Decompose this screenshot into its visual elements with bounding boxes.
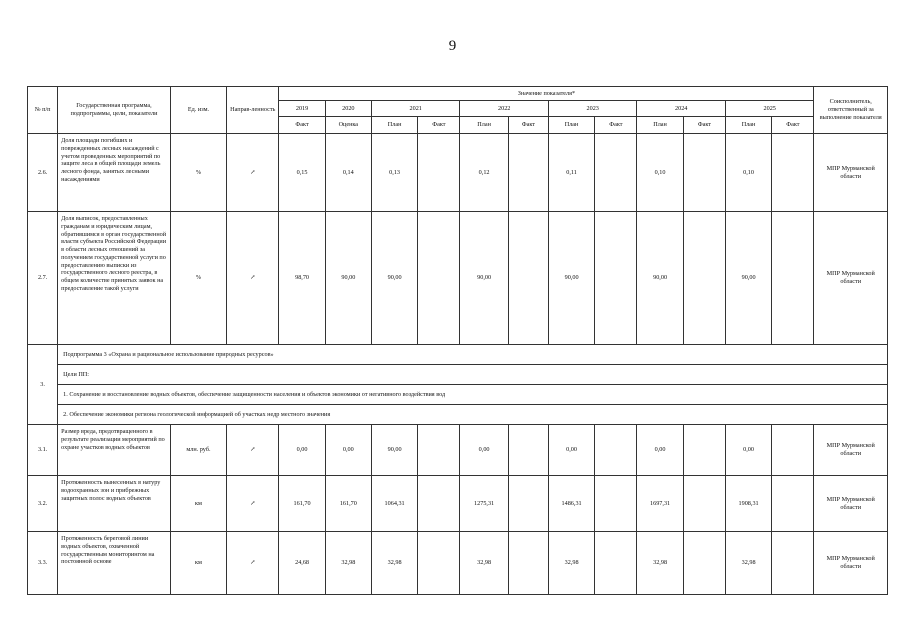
subprogram-title: Подпрограмма 3 «Охрана и рациональное использование природных ресурсов» [58,345,888,365]
cell-value: 32,98 [637,532,683,595]
cell-value [683,532,725,595]
cell-value [418,476,460,532]
cell-value [595,212,637,345]
cell-value: 1486,31 [548,476,594,532]
row-unit: % [170,212,226,345]
table-row [28,134,888,212]
section-row [28,345,888,365]
header-row-top [28,87,888,101]
row-executor: МПР Мурманской области [814,425,888,476]
cell-value [772,532,814,595]
cell-value [418,212,460,345]
goal-2: 2. Обеспечение экономики региона геологической информацией об участках недр местного значения [58,405,888,425]
row-num: 3.2. [28,476,58,532]
cell-value [595,425,637,476]
cell-value: 0,00 [325,425,371,476]
cell-value: 1697,31 [637,476,683,532]
row-name: Доля выписок, предоставленных гражданам и юридическим лицам, обратившимся в орган государственной власти субъекта Российской Федерации в области лесных отношений за получением государственной услуги по предоставлению выписки из государственного лесного реестра, в общем количестве принятых заявок на предоставление такой услуги [58,212,171,345]
cell-value: 90,00 [725,212,771,345]
cell-value [683,134,725,212]
cell-value [508,212,548,345]
row-num: 3.3. [28,532,58,595]
cell-value [683,425,725,476]
row-unit: км [170,476,226,532]
cell-value: 0,10 [637,134,683,212]
sub-fact: Факт [508,117,548,134]
sub-fact: Факт [595,117,637,134]
cell-value: 0,12 [460,134,508,212]
cell-value: 161,70 [279,476,325,532]
year-2021: 2021 [371,101,460,117]
row-num: 3.1. [28,425,58,476]
cell-value: 0,14 [325,134,371,212]
table-row [28,532,888,595]
cell-value: 90,00 [460,212,508,345]
row-unit: км [170,532,226,595]
goals-label: Цели ПП: [58,365,888,385]
section-row [28,365,888,385]
cell-value [772,476,814,532]
cell-value [595,532,637,595]
row-direction: ↗ [227,212,279,345]
row-name: Протяженность вынесенных в натуру водоохранных зон и прибрежных защитных полос водных объектов [58,476,171,532]
sub-plan: План [460,117,508,134]
cell-value [595,134,637,212]
cell-value: 0,11 [548,134,594,212]
cell-value: 161,70 [325,476,371,532]
cell-value [683,212,725,345]
row-direction: ↗ [227,476,279,532]
section-num: 3. [28,345,58,425]
row-executor: МПР Мурманской области [814,212,888,345]
cell-value: 1064,31 [371,476,417,532]
header-num: № п/п [28,87,58,134]
table-row [28,425,888,476]
year-2025: 2025 [725,101,814,117]
year-2022: 2022 [460,101,548,117]
sub-plan: План [548,117,594,134]
cell-value [772,212,814,345]
cell-value: 0,00 [279,425,325,476]
cell-value: 0,13 [371,134,417,212]
goal-1: 1. Сохранение и восстановление водных объектов, обеспечение защищенности населения и объектов экономики от негативного воздействия вод [58,385,888,405]
row-num: 2.7. [28,212,58,345]
row-executor: МПР Мурманской области [814,476,888,532]
header-direction: Направ-ленность [227,87,279,134]
cell-value: 90,00 [548,212,594,345]
year-2024: 2024 [637,101,726,117]
cell-value [508,532,548,595]
sub-fact: Факт [772,117,814,134]
cell-value: 0,00 [460,425,508,476]
page-number: 9 [448,38,457,54]
cell-value [772,134,814,212]
sub-fact: Факт [279,117,325,134]
sub-fact: Факт [683,117,725,134]
row-name: Размер вреда, предотвращенного в результате реализации мероприятий по охране участков водных объектов [58,425,171,476]
cell-value: 24,68 [279,532,325,595]
cell-value [418,134,460,212]
cell-value: 32,98 [548,532,594,595]
indicators-table [27,86,888,595]
cell-value [595,476,637,532]
cell-value: 90,00 [637,212,683,345]
cell-value: 32,98 [725,532,771,595]
table-row [28,212,888,345]
section-row [28,385,888,405]
cell-value: 0,10 [725,134,771,212]
year-2023: 2023 [548,101,637,117]
row-direction: ↗ [227,425,279,476]
cell-value: 0,00 [637,425,683,476]
header-name: Государственная программа, подпрограммы, цели, показатели [58,87,171,134]
cell-value: 32,98 [371,532,417,595]
row-name: Доля площади погибших и поврежденных лесных насаждений с учетом проведенных мероприятий по защите леса в общей площади земель лесного фонда, занятых лесными насаждениями [58,134,171,212]
cell-value: 0,15 [279,134,325,212]
cell-value: 32,98 [460,532,508,595]
cell-value: 1908,31 [725,476,771,532]
cell-value [508,476,548,532]
row-direction: ↗ [227,134,279,212]
cell-value: 90,00 [371,425,417,476]
cell-value: 90,00 [325,212,371,345]
cell-value [508,134,548,212]
sub-fact: Факт [418,117,460,134]
row-num: 2.6. [28,134,58,212]
sub-plan: План [371,117,417,134]
row-direction: ↗ [227,532,279,595]
section-row [28,405,888,425]
row-name: Протяженность береговой линии водных объектов, охваченной государственным мониторингом на постоянной основе [58,532,171,595]
header-executor: Соисполнитель, ответственный за выполнение показателя [814,87,888,134]
cell-value [508,425,548,476]
cell-value [418,425,460,476]
sub-estimate: Оценка [325,117,371,134]
year-2019: 2019 [279,101,325,117]
cell-value: 32,98 [325,532,371,595]
sub-plan: План [725,117,771,134]
table-row [28,476,888,532]
header-unit: Ед. изм. [170,87,226,134]
cell-value: 98,70 [279,212,325,345]
cell-value: 0,00 [725,425,771,476]
cell-value [772,425,814,476]
cell-value: 1275,31 [460,476,508,532]
cell-value [683,476,725,532]
row-unit: млн. руб. [170,425,226,476]
cell-value: 0,00 [548,425,594,476]
row-executor: МПР Мурманской области [814,134,888,212]
sub-plan: План [637,117,683,134]
row-executor: МПР Мурманской области [814,532,888,595]
year-2020: 2020 [325,101,371,117]
cell-value [418,532,460,595]
header-values: Значение показателя* [279,87,814,101]
row-unit: % [170,134,226,212]
cell-value: 90,00 [371,212,417,345]
